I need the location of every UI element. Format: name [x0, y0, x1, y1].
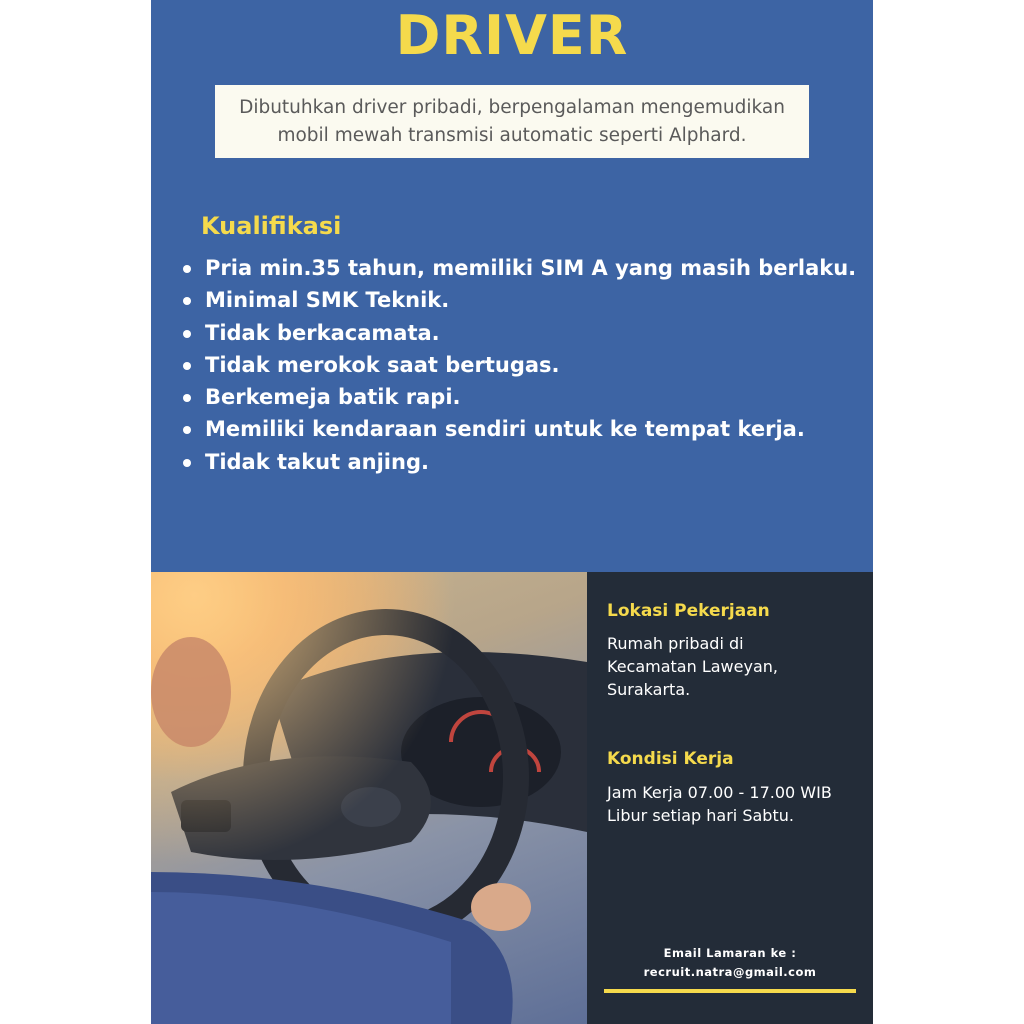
list-item: Memiliki kendaraan sendiri untuk ke tempat kerja. [181, 413, 861, 445]
bullet-icon [183, 330, 191, 338]
qualifications-list [181, 252, 861, 478]
email-label: Email Lamaran ke : [663, 946, 797, 960]
bullet-icon [183, 394, 191, 402]
accent-underline [604, 989, 856, 993]
qualifications-heading: Kualifikasi [201, 212, 342, 240]
list-item: Minimal SMK Teknik. [181, 284, 861, 316]
location-heading: Lokasi Pekerjaan [607, 601, 770, 621]
info-panel [587, 572, 873, 1024]
location-text: Rumah pribadi di Kecamatan Laweyan, Surakarta. [607, 634, 778, 699]
bullet-icon [183, 426, 191, 434]
page-title: DRIVER [395, 4, 629, 67]
steering-wheel-illustration [151, 572, 587, 1024]
bullet-icon [183, 265, 191, 273]
list-item: Tidak merokok saat bertugas. [181, 349, 861, 381]
bullet-icon [183, 297, 191, 305]
list-item: Tidak takut anjing. [181, 446, 861, 478]
intro-box [215, 85, 809, 158]
job-poster [151, 0, 873, 1024]
car-steering-wheel-photo [151, 572, 587, 1024]
bullet-icon [183, 459, 191, 467]
list-item: Tidak berkacamata. [181, 317, 861, 349]
header-section [151, 0, 873, 572]
list-item: Pria min.35 tahun, memiliki SIM A yang masih berlaku. [181, 252, 861, 284]
conditions-heading: Kondisi Kerja [607, 749, 734, 769]
bullet-icon [183, 362, 191, 370]
intro-text: Dibutuhkan driver pribadi, berpengalaman mengemudikan mobil mewah transmisi automatic seperti Alphard. [239, 96, 785, 146]
conditions-text: Jam Kerja 07.00 - 17.00 WIB Libur setiap hari Sabtu. [607, 783, 832, 825]
email-address[interactable]: recruit.natra@gmail.com [643, 965, 817, 979]
list-item: Berkemeja batik rapi. [181, 381, 861, 413]
